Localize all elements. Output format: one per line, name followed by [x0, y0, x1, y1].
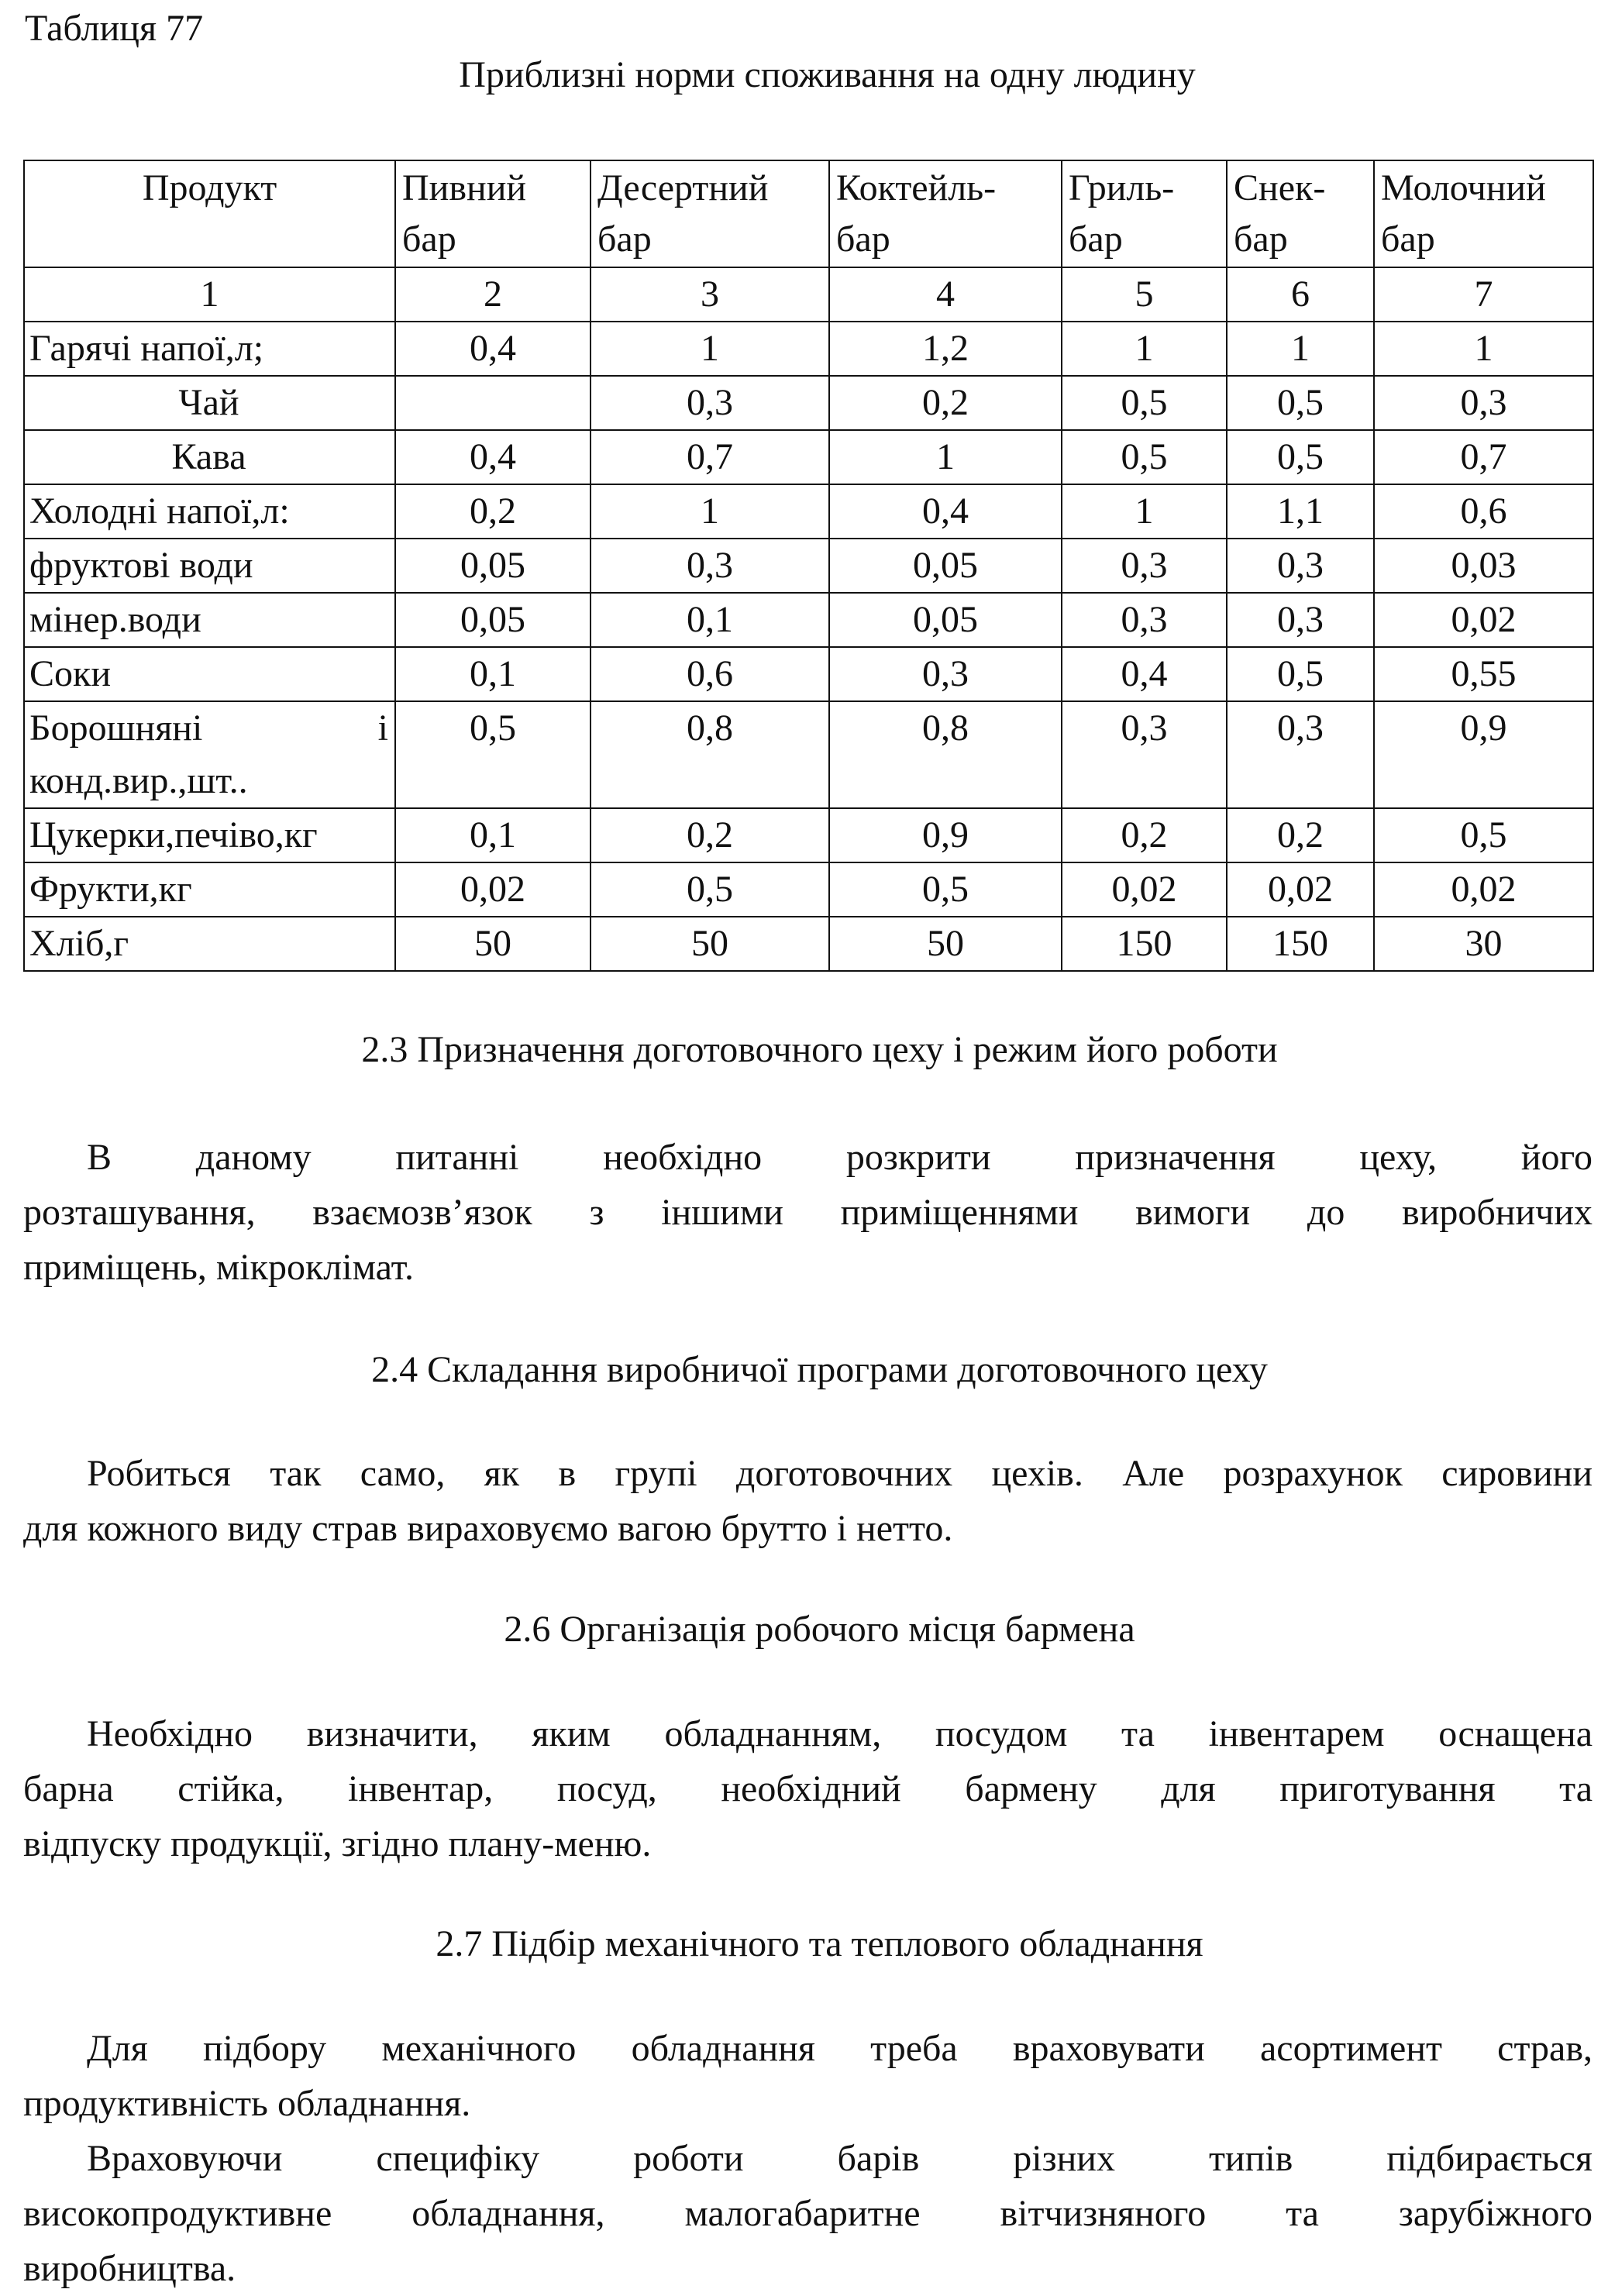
product-name-part: Борошняні — [29, 707, 203, 749]
section-heading-2-4: 2.4 Складання виробничої програми доготовочного цеху — [371, 1349, 1268, 1390]
value-cell: 0,5 — [1227, 376, 1374, 430]
value-cell: 0,3 — [829, 647, 1062, 701]
section-paragraph-2-4 — [23, 1446, 1593, 1556]
paragraph-line: В даному питанні необхідно розкрити призначення цеху, його — [87, 1137, 1593, 1178]
section-heading-2-3: 2.3 Призначення доготовочного цеху і режим його роботи — [361, 1029, 1278, 1070]
value-cell: 0,3 — [1062, 701, 1227, 808]
value-cell: 0,4 — [829, 484, 1062, 539]
value-cell — [395, 376, 591, 430]
section-heading-2-7: 2.7 Підбір механічного та теплового обладнання — [436, 1923, 1203, 1964]
value-cell: 0,02 — [1062, 862, 1227, 917]
paragraph-line: відпуску продукції, згідно плану-меню. — [23, 1823, 652, 1864]
value-cell: 1 — [1227, 322, 1374, 376]
header-text: Пивний — [402, 167, 527, 208]
header-text: Гриль- — [1069, 167, 1175, 208]
consumption-norms-table — [23, 160, 1594, 972]
value-cell: 0,7 — [591, 430, 829, 484]
header-text: Снек- — [1234, 167, 1326, 208]
header-text: Десертний — [597, 167, 769, 208]
product-name: фруктові води — [24, 539, 395, 593]
header-cell-beer-bar — [395, 160, 591, 267]
product-name-part: і — [377, 707, 388, 749]
value-cell: 0,3 — [1227, 593, 1374, 647]
header-text: Продукт — [142, 167, 277, 208]
product-name — [24, 701, 395, 808]
value-cell: 0,5 — [1227, 430, 1374, 484]
column-number: 4 — [829, 267, 1062, 322]
value-cell: 0,4 — [395, 430, 591, 484]
paragraph-line: Робиться так само, як в групі доготовочних цехів. Але розрахунок сировини — [87, 1453, 1593, 1494]
column-number: 7 — [1374, 267, 1593, 322]
column-number: 5 — [1062, 267, 1227, 322]
product-name: Фрукти,кг — [24, 862, 395, 917]
value-cell: 1 — [1062, 484, 1227, 539]
paragraph-line: приміщень, мікроклімат. — [23, 1247, 415, 1288]
value-cell: 0,55 — [1374, 647, 1593, 701]
paragraph-line: виробництва. — [23, 2248, 236, 2289]
value-cell: 0,3 — [1227, 701, 1374, 808]
value-cell: 0,3 — [591, 376, 829, 430]
value-cell: 0,6 — [591, 647, 829, 701]
table-row — [24, 862, 1593, 917]
value-cell: 1,1 — [1227, 484, 1374, 539]
value-cell: 0,2 — [591, 808, 829, 862]
table-header-row — [24, 160, 1593, 267]
table-row — [24, 647, 1593, 701]
paragraph-line: розташування, взаємозв’язок з іншими приміщеннями вимоги до виробничих — [23, 1192, 1593, 1233]
value-cell: 1 — [591, 484, 829, 539]
header-text: бар — [836, 219, 890, 260]
column-number: 2 — [395, 267, 591, 322]
product-name: Кава — [24, 430, 395, 484]
header-text: Коктейль- — [836, 167, 997, 208]
value-cell: 0,5 — [829, 862, 1062, 917]
paragraph-line: Для підбору механічного обладнання треба враховувати асортимент страв, — [87, 2028, 1593, 2069]
table-row — [24, 701, 1593, 808]
table-title: Приблизні норми споживання на одну людину — [459, 54, 1196, 95]
value-cell: 0,3 — [1062, 593, 1227, 647]
value-cell: 0,3 — [1227, 539, 1374, 593]
section-heading-2-6: 2.6 Організація робочого місця бармена — [504, 1609, 1135, 1650]
header-cell-snack-bar — [1227, 160, 1374, 267]
table-number-label: Таблиця 77 — [25, 8, 204, 49]
table-row — [24, 593, 1593, 647]
value-cell: 0,5 — [1374, 808, 1593, 862]
value-cell: 0,5 — [1062, 430, 1227, 484]
value-cell: 1 — [1062, 322, 1227, 376]
value-cell: 0,9 — [829, 808, 1062, 862]
value-cell: 1 — [1374, 322, 1593, 376]
value-cell: 0,02 — [1374, 593, 1593, 647]
column-number: 6 — [1227, 267, 1374, 322]
product-name: Гарячі напої,л; — [24, 322, 395, 376]
value-cell: 0,5 — [395, 701, 591, 808]
value-cell: 0,05 — [829, 539, 1062, 593]
value-cell: 0,8 — [591, 701, 829, 808]
value-cell: 1,2 — [829, 322, 1062, 376]
header-text: Молочний — [1381, 167, 1546, 208]
value-cell: 1 — [591, 322, 829, 376]
header-text: бар — [597, 219, 652, 260]
header-cell-dessert-bar — [591, 160, 829, 267]
paragraph-line: Необхідно визначити, яким обладнанням, посудом та інвентарем оснащена — [87, 1713, 1593, 1754]
paragraph-line: продуктивність обладнання. — [23, 2083, 471, 2124]
value-cell: 150 — [1227, 917, 1374, 971]
value-cell: 0,05 — [395, 593, 591, 647]
value-cell: 0,05 — [829, 593, 1062, 647]
value-cell: 0,5 — [591, 862, 829, 917]
paragraph-line: високопродуктивне обладнання, малогабаритне вітчизняного та зарубіжного — [23, 2193, 1593, 2234]
value-cell: 0,3 — [1374, 376, 1593, 430]
product-name: Хліб,г — [24, 917, 395, 971]
header-cell-grill-bar — [1062, 160, 1227, 267]
value-cell: 1 — [829, 430, 1062, 484]
product-name: Соки — [24, 647, 395, 701]
header-text: бар — [402, 219, 456, 260]
section-paragraph-2-7 — [23, 2021, 1593, 2296]
value-cell: 0,3 — [1062, 539, 1227, 593]
value-cell: 50 — [395, 917, 591, 971]
column-number-row — [24, 267, 1593, 322]
table-row — [24, 917, 1593, 971]
product-name: Чай — [24, 376, 395, 430]
header-cell-product — [24, 160, 395, 267]
value-cell: 0,1 — [395, 808, 591, 862]
product-name-line: конд.вир.,шт.. — [29, 760, 248, 801]
value-cell: 0,2 — [395, 484, 591, 539]
paragraph-line: для кожного виду страв вираховуємо вагою брутто і нетто. — [23, 1508, 953, 1549]
value-cell: 0,5 — [1062, 376, 1227, 430]
header-text: бар — [1381, 219, 1435, 260]
table-row — [24, 484, 1593, 539]
value-cell: 0,1 — [591, 593, 829, 647]
value-cell: 0,5 — [1227, 647, 1374, 701]
value-cell: 50 — [829, 917, 1062, 971]
value-cell: 0,02 — [1227, 862, 1374, 917]
value-cell: 0,2 — [1062, 808, 1227, 862]
value-cell: 0,6 — [1374, 484, 1593, 539]
value-cell: 50 — [591, 917, 829, 971]
value-cell: 0,2 — [1227, 808, 1374, 862]
section-paragraph-2-3 — [23, 1130, 1593, 1295]
product-name: Цукерки,печіво,кг — [24, 808, 395, 862]
value-cell: 0,02 — [395, 862, 591, 917]
table-row — [24, 808, 1593, 862]
value-cell: 30 — [1374, 917, 1593, 971]
value-cell: 0,03 — [1374, 539, 1593, 593]
value-cell: 0,05 — [395, 539, 591, 593]
value-cell: 0,9 — [1374, 701, 1593, 808]
value-cell: 0,7 — [1374, 430, 1593, 484]
header-text: бар — [1234, 219, 1288, 260]
header-cell-cocktail-bar — [829, 160, 1062, 267]
paragraph-line: Враховуючи специфіку роботи барів різних типів підбирається — [87, 2138, 1593, 2179]
value-cell: 0,02 — [1374, 862, 1593, 917]
table-row — [24, 430, 1593, 484]
value-cell: 0,4 — [1062, 647, 1227, 701]
product-name: мінер.води — [24, 593, 395, 647]
product-name-line — [29, 702, 388, 755]
product-name: Холодні напої,л: — [24, 484, 395, 539]
value-cell: 0,4 — [395, 322, 591, 376]
table-row — [24, 376, 1593, 430]
value-cell: 150 — [1062, 917, 1227, 971]
column-number: 3 — [591, 267, 829, 322]
section-paragraph-2-6 — [23, 1706, 1593, 1871]
column-number: 1 — [24, 267, 395, 322]
table-row — [24, 322, 1593, 376]
value-cell: 0,8 — [829, 701, 1062, 808]
value-cell: 0,1 — [395, 647, 591, 701]
value-cell: 0,3 — [591, 539, 829, 593]
value-cell: 0,2 — [829, 376, 1062, 430]
table-row — [24, 539, 1593, 593]
header-cell-milk-bar — [1374, 160, 1593, 267]
paragraph-line: барна стійка, інвентар, посуд, необхідний бармену для приготування та — [23, 1768, 1593, 1809]
header-text: бар — [1069, 219, 1123, 260]
